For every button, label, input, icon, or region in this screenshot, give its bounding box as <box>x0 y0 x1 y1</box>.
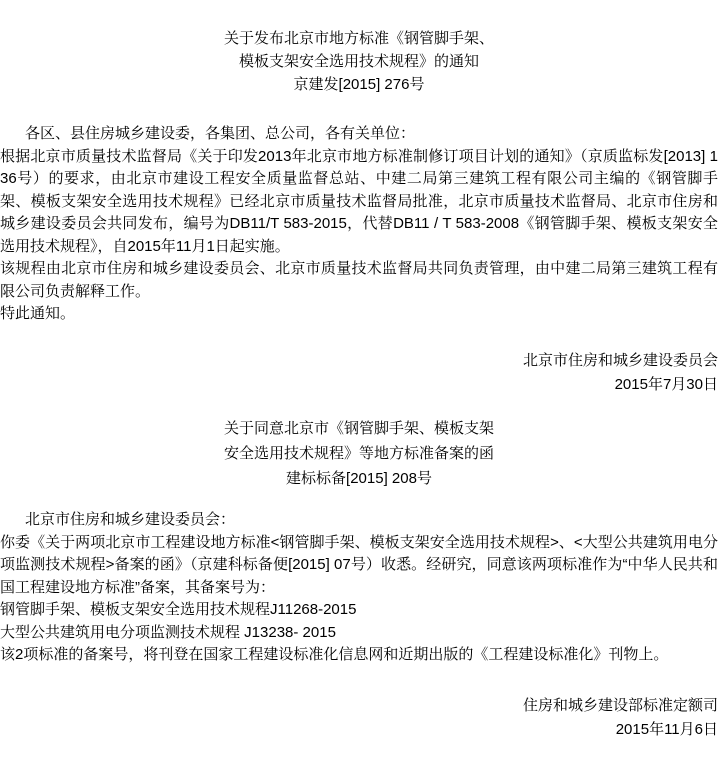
notice2-paragraph-2: 该2项标准的备案号，将刊登在国家工程建设标准化信息网和近期出版的《工程建设标准化》刊物上。 <box>0 646 669 663</box>
notice1-title-line-2: 模板支架安全选用技术规程》的通知 <box>238 53 479 70</box>
notice2-standard-number-1: 钢管脚手架、模板支架安全选用技术规程J11268-2015 <box>0 601 357 618</box>
notice2-title-line-2: 安全选用技术规程》等地方标准备案的函 <box>223 445 494 462</box>
notice2-salutation: 北京市住房和城乡建设委员会： <box>25 511 236 528</box>
notice1-title-block <box>0 27 718 96</box>
notice1-doc-number: 京建发[2015] 276号 <box>293 76 425 93</box>
notice2-date: 2015年11月6日 <box>615 721 718 738</box>
notice2-standard-number-2: 大型公共建筑用电分项监测技术规程 J13238- 2015 <box>0 623 336 641</box>
notice1-body <box>0 123 718 326</box>
notice1-paragraph-3: 特此通知。 <box>0 305 76 322</box>
notice2-doc-number: 建标标备[2015] 208号 <box>286 470 432 487</box>
notice2-paragraph-1: 你委《关于两项北京市工程建设地方标准<钢管脚手架、模板支架安全选用技术规程>、<大型公共建筑用电分项监测技术规程>备案的函》（京建科标备便[2015] 07号）收悉。经研究，同意该两项标准作为“中华人民共和国工程建设地方标准”备案，其备案号为： <box>0 533 718 596</box>
notice2-body <box>0 509 718 667</box>
notice2-title-line-1: 关于同意北京市《钢管脚手架、模板支架 <box>223 420 494 437</box>
notice1-signature: 北京市住房和城乡建设委员会 <box>522 352 718 369</box>
notice2-signature: 住房和城乡建设部标准定额司 <box>522 697 718 714</box>
notice1-paragraph-2: 该规程由北京市住房和城乡建设委员会、北京市质量技术监督局共同负责管理，由中建二局第三建筑工程有限公司负责解释工作。 <box>0 260 718 300</box>
notice2-signature-block <box>0 694 718 742</box>
notice1-signature-block <box>0 349 718 397</box>
notice1-date: 2015年7月30日 <box>614 376 718 393</box>
notice1-title-line-1: 关于发布北京市地方标准《钢管脚手架、 <box>223 30 494 47</box>
notice1-salutation: 各区、县住房城乡建设委，各集团、总公司，各有关单位： <box>25 125 416 142</box>
notice2-title-block <box>0 416 718 491</box>
notice1-paragraph-1: 根据北京市质量技术监督局《关于印发2013年北京市地方标准制修订项目计划的通知》（京质监标发[2013] 136号）的要求，由北京市建设工程安全质量监督总站、中建二局第三建筑工程有限公司主编的《钢管脚手架、模板支架安全选用技术规程》已经北京市质量技术监督局批准，北京市质量技术监督局、北京市住房和城乡建设委员会共同发布，编号为DB11/T 583-2015，代替DB11 / T 583-2008《钢管脚手架、模板支架安全选用技术规程》，自2015年11月1日起实施。 <box>0 147 718 255</box>
